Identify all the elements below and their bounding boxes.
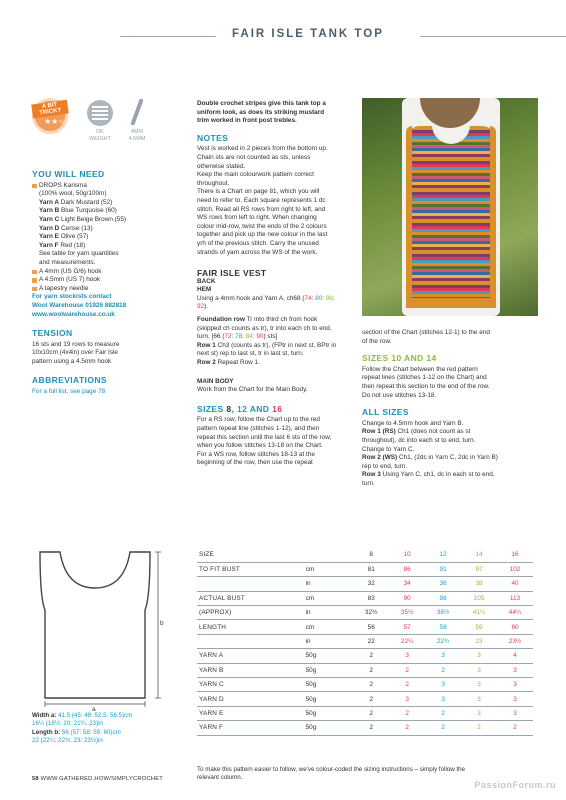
row-label: YARN D	[197, 692, 304, 706]
bullet-square-icon	[32, 278, 37, 283]
intro-text	[197, 100, 352, 126]
header-size-8: 8	[353, 548, 389, 562]
foundation-text: ) sts]	[263, 333, 278, 341]
table-row	[197, 634, 533, 648]
yarn-c	[39, 216, 187, 225]
bullet-square-icon	[32, 287, 37, 292]
size-table	[197, 548, 533, 736]
table-row	[197, 692, 533, 706]
cell: 56	[353, 620, 389, 634]
hook1-text: A 4mm (US G/6) hook	[39, 267, 102, 275]
row-text: Ch3 (counts as tr), (FPtr in next st, BPtr in	[215, 341, 337, 349]
all-sizes-line: Change to 4.5mm hook and Yarn B.	[362, 419, 464, 427]
yarn-color: Cerise (13)	[61, 224, 93, 232]
size-table-grid	[197, 548, 533, 736]
intro-line1: Double crochet stripes give this tank top a	[197, 100, 326, 107]
sizes-and: AND	[247, 403, 273, 414]
bullet-square-icon	[32, 270, 37, 275]
intro-line2: uniform look, as does its striking mustard	[197, 108, 325, 116]
right-column	[362, 329, 527, 489]
row-text: turn.	[362, 479, 375, 487]
row-text: next st) rep to last st, tr in last st, turn.	[197, 350, 304, 358]
hem-text: Using a 4mm hook and Yarn A, ch68 (	[197, 294, 305, 302]
cell: 3	[425, 678, 461, 692]
header-size-10: 10	[389, 548, 425, 562]
sizes-10-14-line: Do not use stitches 13-18.	[362, 391, 437, 399]
row-label: Row 1 (RS)	[362, 428, 396, 436]
yarn-color: Red (18)	[60, 241, 86, 249]
yarn-b	[39, 207, 187, 216]
table-row	[197, 577, 533, 591]
cell: 91	[425, 562, 461, 576]
cell: 81	[353, 562, 389, 576]
notes-line: otherwise stated.	[197, 162, 246, 170]
tension-line3: pattern using a 4.5mm hook	[32, 357, 112, 365]
row-label: Row 2 (WS)	[362, 454, 398, 462]
header-size: SIZE	[197, 548, 304, 562]
cell: 86	[389, 562, 425, 576]
row-label: Row 2	[197, 359, 216, 367]
cell: 23	[461, 634, 497, 648]
intro-line3: trim worked in front post trebles.	[197, 117, 297, 125]
cell: 83	[353, 591, 389, 605]
see-table-line2: and measurements.	[39, 258, 96, 266]
schematic-label-b: b	[160, 620, 164, 627]
see-table-line1: See table for yarn quantities	[39, 250, 119, 258]
yarn-e	[39, 233, 187, 242]
cell: 3	[461, 692, 497, 706]
separator: :	[332, 294, 335, 302]
you-will-need-heading: YOU WILL NEED	[32, 169, 105, 179]
size-12-value: 80	[315, 294, 323, 302]
cell: 3	[461, 649, 497, 663]
foundation-row: Foundation row Tr into third ch from hook (skipped ch counts as tr), tr into each ch to end, turn. [66 (72: 78: 84: 90) sts]	[197, 316, 352, 342]
table-row	[197, 678, 533, 692]
table-row	[197, 562, 533, 576]
yarn-label: Yarn B	[39, 207, 60, 215]
table-note-line1: To make this pattern easier to follow, we've colour-coded the sizing instructions – simply follow the	[197, 766, 466, 773]
tension-line1: 16 sts and 19 rows to measure	[32, 340, 120, 348]
row-label: LENGTH	[197, 620, 304, 634]
cell: 60	[497, 620, 533, 634]
hook-size-label	[123, 129, 151, 142]
width-in: 16¼ (18½: 20: 21¼: 23)in	[32, 720, 103, 728]
notes-line: Keep the main colourwork pattern correct	[197, 171, 314, 179]
yarn-color: Olive (57)	[60, 233, 89, 241]
row-text: Ch1, (2dc in Yarn C, 2dc in Yarn B)	[397, 454, 498, 462]
vest-heading: FAIR ISLE VEST	[197, 268, 267, 279]
yarn-d	[39, 225, 187, 234]
left-column	[32, 170, 187, 397]
cell: 36	[425, 577, 461, 591]
row-label: YARN B	[197, 663, 304, 677]
row-unit: 50g	[304, 663, 354, 677]
cell: 97	[461, 562, 497, 576]
row-text: rep to end, turn.	[362, 462, 408, 470]
page-title: FAIR ISLE TANK TOP	[232, 28, 384, 40]
row-unit: 50g	[304, 721, 354, 735]
page-footer	[32, 776, 163, 782]
cell: 3	[497, 663, 533, 677]
cell: 2	[389, 721, 425, 735]
photo-vest-trim-right	[490, 126, 496, 306]
cell: 3	[497, 692, 533, 706]
yarn-weight-label	[86, 129, 114, 142]
materials-item-hook1	[32, 268, 187, 277]
middle-column	[197, 100, 352, 468]
tension-heading: TENSION	[32, 328, 73, 339]
notes-line: yrh of the previous stitch. Carry the unused	[197, 239, 319, 247]
table-row	[197, 721, 533, 735]
stockists-link[interactable]: www.woolwarehouse.co.uk	[32, 310, 115, 318]
photo-vest-hem	[406, 298, 496, 308]
foundation-text: turn. [66 (	[197, 333, 225, 341]
notes-line: throughout.	[197, 179, 230, 187]
row-label: YARN F	[197, 721, 304, 735]
needle-text: A tapestry needle	[39, 284, 89, 292]
length-label: Length b:	[32, 728, 61, 736]
photo-vest-trim-left	[406, 126, 412, 306]
measurements	[32, 712, 192, 746]
notes-line: stitch. Read all RS rows from right to left, and	[197, 205, 326, 213]
length-in: 22 (22¼: 22¾: 23: 23½)in	[32, 737, 103, 745]
cell: 2	[353, 678, 389, 692]
table-row	[197, 663, 533, 677]
row-unit: in	[304, 577, 354, 591]
table-note	[197, 766, 517, 783]
cell: 2	[353, 692, 389, 706]
cell: 105	[461, 591, 497, 605]
row-text: throughout), dc into each st to end, turn.	[362, 436, 476, 444]
row-unit: 50g	[304, 706, 354, 720]
yarn-color: Light Beige Brown (55)	[61, 215, 127, 223]
tension-line2: 10x10cm (4x4in) over Fair Isle	[32, 349, 118, 357]
sizes-line: beginning of the row, then use the repeat	[197, 459, 313, 467]
yarn-label: Yarn F	[39, 241, 59, 249]
size-16-value: 92	[197, 303, 205, 311]
header-rule-left	[120, 36, 216, 37]
size-8: 8	[226, 403, 232, 414]
row-unit: cm	[304, 620, 354, 634]
back-subheading: BACK	[197, 277, 216, 285]
sizes-line: For a WS row, follow stitches 18-13 at the	[197, 450, 315, 458]
bullet-square-icon	[32, 184, 37, 189]
yarn-f	[39, 242, 187, 251]
table-row	[197, 649, 533, 663]
cell: 2	[461, 721, 497, 735]
row-label: YARN C	[197, 678, 304, 692]
cell: 22	[353, 634, 389, 648]
cell: 2	[389, 663, 425, 677]
difficulty-tag: A BIT TRICKY	[31, 100, 69, 119]
main-body-text: Work from the Chart for the Main Body.	[197, 386, 308, 394]
row-label: ACTUAL BUST	[197, 591, 304, 605]
sizes-10-14-line: repeat lines (stitches 1-12 on the Chart) and	[362, 374, 487, 382]
yarn-label: Yarn C	[39, 215, 60, 223]
materials-item-yarn	[32, 182, 187, 268]
row-label	[197, 577, 304, 591]
cell: 3	[461, 678, 497, 692]
foundation-label: Foundation row	[197, 316, 245, 324]
header-unit	[304, 548, 354, 562]
table-note-line2: relevant column.	[197, 774, 243, 782]
row-text: Using Yarn C, ch1, dc in each st to end,	[380, 471, 495, 479]
size-14-value: 86	[325, 294, 333, 302]
all-sizes-heading: ALL SIZES	[362, 407, 409, 418]
yarn-color: Dark Mustard (52)	[60, 198, 113, 206]
yarn-label: Yarn E	[39, 233, 59, 241]
yarn-desc: (100% wool, 50g/100m)	[39, 190, 107, 198]
main-body-subheading: MAIN BODY	[197, 377, 234, 385]
cell: 2	[425, 663, 461, 677]
row-label	[197, 634, 304, 648]
continued-line2: of the row.	[362, 337, 392, 345]
notes-line: need to refer to. Each square represents 1 dc	[197, 196, 326, 204]
cell: 3	[425, 692, 461, 706]
notes-line: There is a Chart on page 81, which you will	[197, 188, 320, 196]
cell: 113	[497, 591, 533, 605]
notes-line: colour mid-row, twist the ends of the 2 colours	[197, 222, 327, 230]
page-header	[120, 26, 566, 46]
cell: 3	[497, 706, 533, 720]
cell: 2	[389, 706, 425, 720]
cell: 102	[497, 562, 533, 576]
hook2-text: A 4.5mm (US 7) hook	[39, 276, 101, 284]
cell: 2	[497, 721, 533, 735]
sizes-line: repeat this section until the last 6 sts of the row,	[197, 433, 332, 441]
materials-item-hook2	[32, 276, 187, 285]
photo-vest	[406, 126, 496, 306]
sizes-8-12-16-text	[197, 416, 352, 468]
table-row	[197, 620, 533, 634]
table-row	[197, 591, 533, 605]
cell: 3	[389, 649, 425, 663]
cell: 98	[425, 591, 461, 605]
yarn-weight-line2: WEIGHT	[89, 135, 111, 142]
model-photo	[362, 98, 538, 316]
size-16-value: 90	[256, 333, 264, 341]
schematic-outline	[40, 552, 150, 698]
cell: 4	[497, 649, 533, 663]
sizes-line: For a RS row, follow the Chart up to the red	[197, 416, 320, 424]
header-size-14: 14	[461, 548, 497, 562]
size-16: 16	[272, 403, 283, 414]
notes-line: strands of yarn across the WS of the work.	[197, 248, 318, 256]
sizes-line: when you follow stitches 13-18 on the Chart.	[197, 442, 323, 450]
yarn-color: Blue Turquoise (60)	[61, 207, 117, 215]
cell: 32	[353, 577, 389, 591]
notes-line: Vest is worked in 2 pieces from the bottom up.	[197, 145, 328, 153]
materials-item-needle	[32, 285, 187, 294]
abbreviations-text[interactable]: For a full list, see page 78	[32, 388, 106, 396]
hem-subheading: HEM	[197, 286, 212, 294]
size-10-value: 74	[304, 294, 312, 302]
table-row	[197, 706, 533, 720]
row-label: Row 1	[197, 341, 216, 349]
cell: 44¼	[497, 606, 533, 620]
cell: 3	[425, 649, 461, 663]
hook-size-line1: 4MM	[130, 129, 144, 135]
tank-top-schematic	[20, 548, 170, 713]
header-rule-right	[420, 36, 566, 37]
page-number: 58	[32, 776, 39, 782]
hook-size-line2: 4.5MM	[128, 135, 146, 142]
foundation-text: (skipped ch counts as tr), tr into each ch to end,	[197, 324, 332, 332]
row-1	[197, 342, 352, 359]
sizes-8-12-16-heading: SIZES 8, 12 AND 16	[197, 403, 283, 414]
hem-end: ).	[204, 303, 209, 311]
cell: 22¼	[389, 634, 425, 648]
notes-line: WS rows from left to right. When changing	[197, 214, 317, 222]
cell: 35½	[389, 606, 425, 620]
footer-url[interactable]: WWW.GATHERED.HOW/SIMPLYCROCHET	[38, 776, 164, 782]
cell: 90	[389, 591, 425, 605]
cell: 23½	[497, 634, 533, 648]
size-12: 12	[237, 403, 248, 414]
table-row	[197, 606, 533, 620]
cell: 3	[461, 706, 497, 720]
foundation-text: Tr into third ch from hook	[244, 316, 318, 324]
cell: 3	[497, 678, 533, 692]
cell: 3	[461, 663, 497, 677]
yarn-brand: DROPS Karisma	[39, 181, 87, 189]
table-header-row	[197, 548, 533, 562]
schematic-drawing	[20, 548, 170, 708]
sizes-line: pattern repeat line (stitches 1-12), and then	[197, 425, 320, 432]
size-12-value: 78	[235, 333, 243, 341]
cell: 2	[353, 721, 389, 735]
row-label: Row 3	[362, 471, 381, 479]
sizes-10-14-line: Follow the Chart between the red pattern	[362, 365, 478, 373]
separator: :	[322, 294, 326, 302]
row-text: Change to Yarn C.	[362, 445, 415, 453]
watermark: PassionForum.ru	[474, 780, 556, 790]
yarn-weight-line1: DK	[96, 129, 104, 135]
row-label: (APPROX)	[197, 606, 304, 620]
cell: 2	[389, 678, 425, 692]
size-10-value: 72	[224, 333, 232, 341]
cell: 2	[425, 721, 461, 735]
row-unit: 50g	[304, 649, 354, 663]
cell: 58	[425, 620, 461, 634]
cell: 2	[353, 706, 389, 720]
crochet-hook-icon	[130, 98, 143, 126]
row-unit: 50g	[304, 692, 354, 706]
row-unit: in	[304, 634, 354, 648]
continued-line1: section of the Chart (stitches 12-1) to the end	[362, 329, 490, 336]
row-label: YARN A	[197, 649, 304, 663]
width-cm: 41.5 (45: 49: 52.5: 56.5)cm	[56, 712, 133, 719]
cell: 59	[461, 620, 497, 634]
difficulty-stars: ★★☆	[44, 117, 66, 126]
header-size-16: 16	[497, 548, 533, 562]
stockists-line2[interactable]: Wool Warehouse 01926 882818	[32, 301, 127, 309]
cell: 41¼	[461, 606, 497, 620]
yarn-ball-icon	[87, 100, 113, 126]
notes-heading: NOTES	[197, 132, 229, 143]
cell: 2	[353, 663, 389, 677]
cell: 3	[389, 692, 425, 706]
cell: 34	[389, 577, 425, 591]
sizes-label: SIZES	[197, 403, 227, 414]
row-label: TO FIT BUST	[197, 562, 304, 576]
cell: 32½	[353, 606, 389, 620]
stockists-line1: For yarn stockists contact	[32, 293, 112, 301]
row-unit: in	[304, 606, 354, 620]
cell: 40	[497, 577, 533, 591]
cell: 22¾	[425, 634, 461, 648]
width-label: Width a:	[32, 712, 57, 719]
row-label: YARN E	[197, 706, 304, 720]
size-14-value: 84	[245, 333, 253, 341]
cell: 38	[461, 577, 497, 591]
cell: 38½	[425, 606, 461, 620]
row-unit: cm	[304, 591, 354, 605]
hem-instructions	[197, 295, 352, 312]
sizes-10-14-heading: SIZES 10 AND 14	[362, 353, 437, 364]
row-unit: cm	[304, 562, 354, 576]
separator: :	[311, 294, 316, 302]
notes-line: together and pick up the new colour in the last	[197, 231, 328, 239]
row-unit: 50g	[304, 678, 354, 692]
length-cm: 56 (57: 58: 59: 60)cm	[60, 728, 121, 736]
header-size-12: 12	[425, 548, 461, 562]
notes-text	[197, 145, 352, 257]
row-2	[197, 359, 352, 368]
notes-line: Chain sts are not counted as sts, unless	[197, 153, 311, 161]
row-text: Repeat Row 1.	[215, 359, 260, 367]
cell: 2	[353, 649, 389, 663]
abbreviations-heading: ABBREVIATIONS	[32, 375, 107, 386]
yarn-label: Yarn D	[39, 224, 60, 232]
cell: 2	[425, 706, 461, 720]
row-text: Ch1 (does not count as st	[395, 428, 471, 436]
difficulty-badges	[32, 98, 172, 158]
yarn-label: Yarn A	[39, 198, 60, 206]
sizes-10-14-line: then repeat this section to the end of the row.	[362, 382, 490, 390]
materials-list	[32, 182, 187, 294]
schematic-label-a: a	[92, 706, 96, 713]
yarn-a	[39, 199, 187, 208]
cell: 57	[389, 620, 425, 634]
